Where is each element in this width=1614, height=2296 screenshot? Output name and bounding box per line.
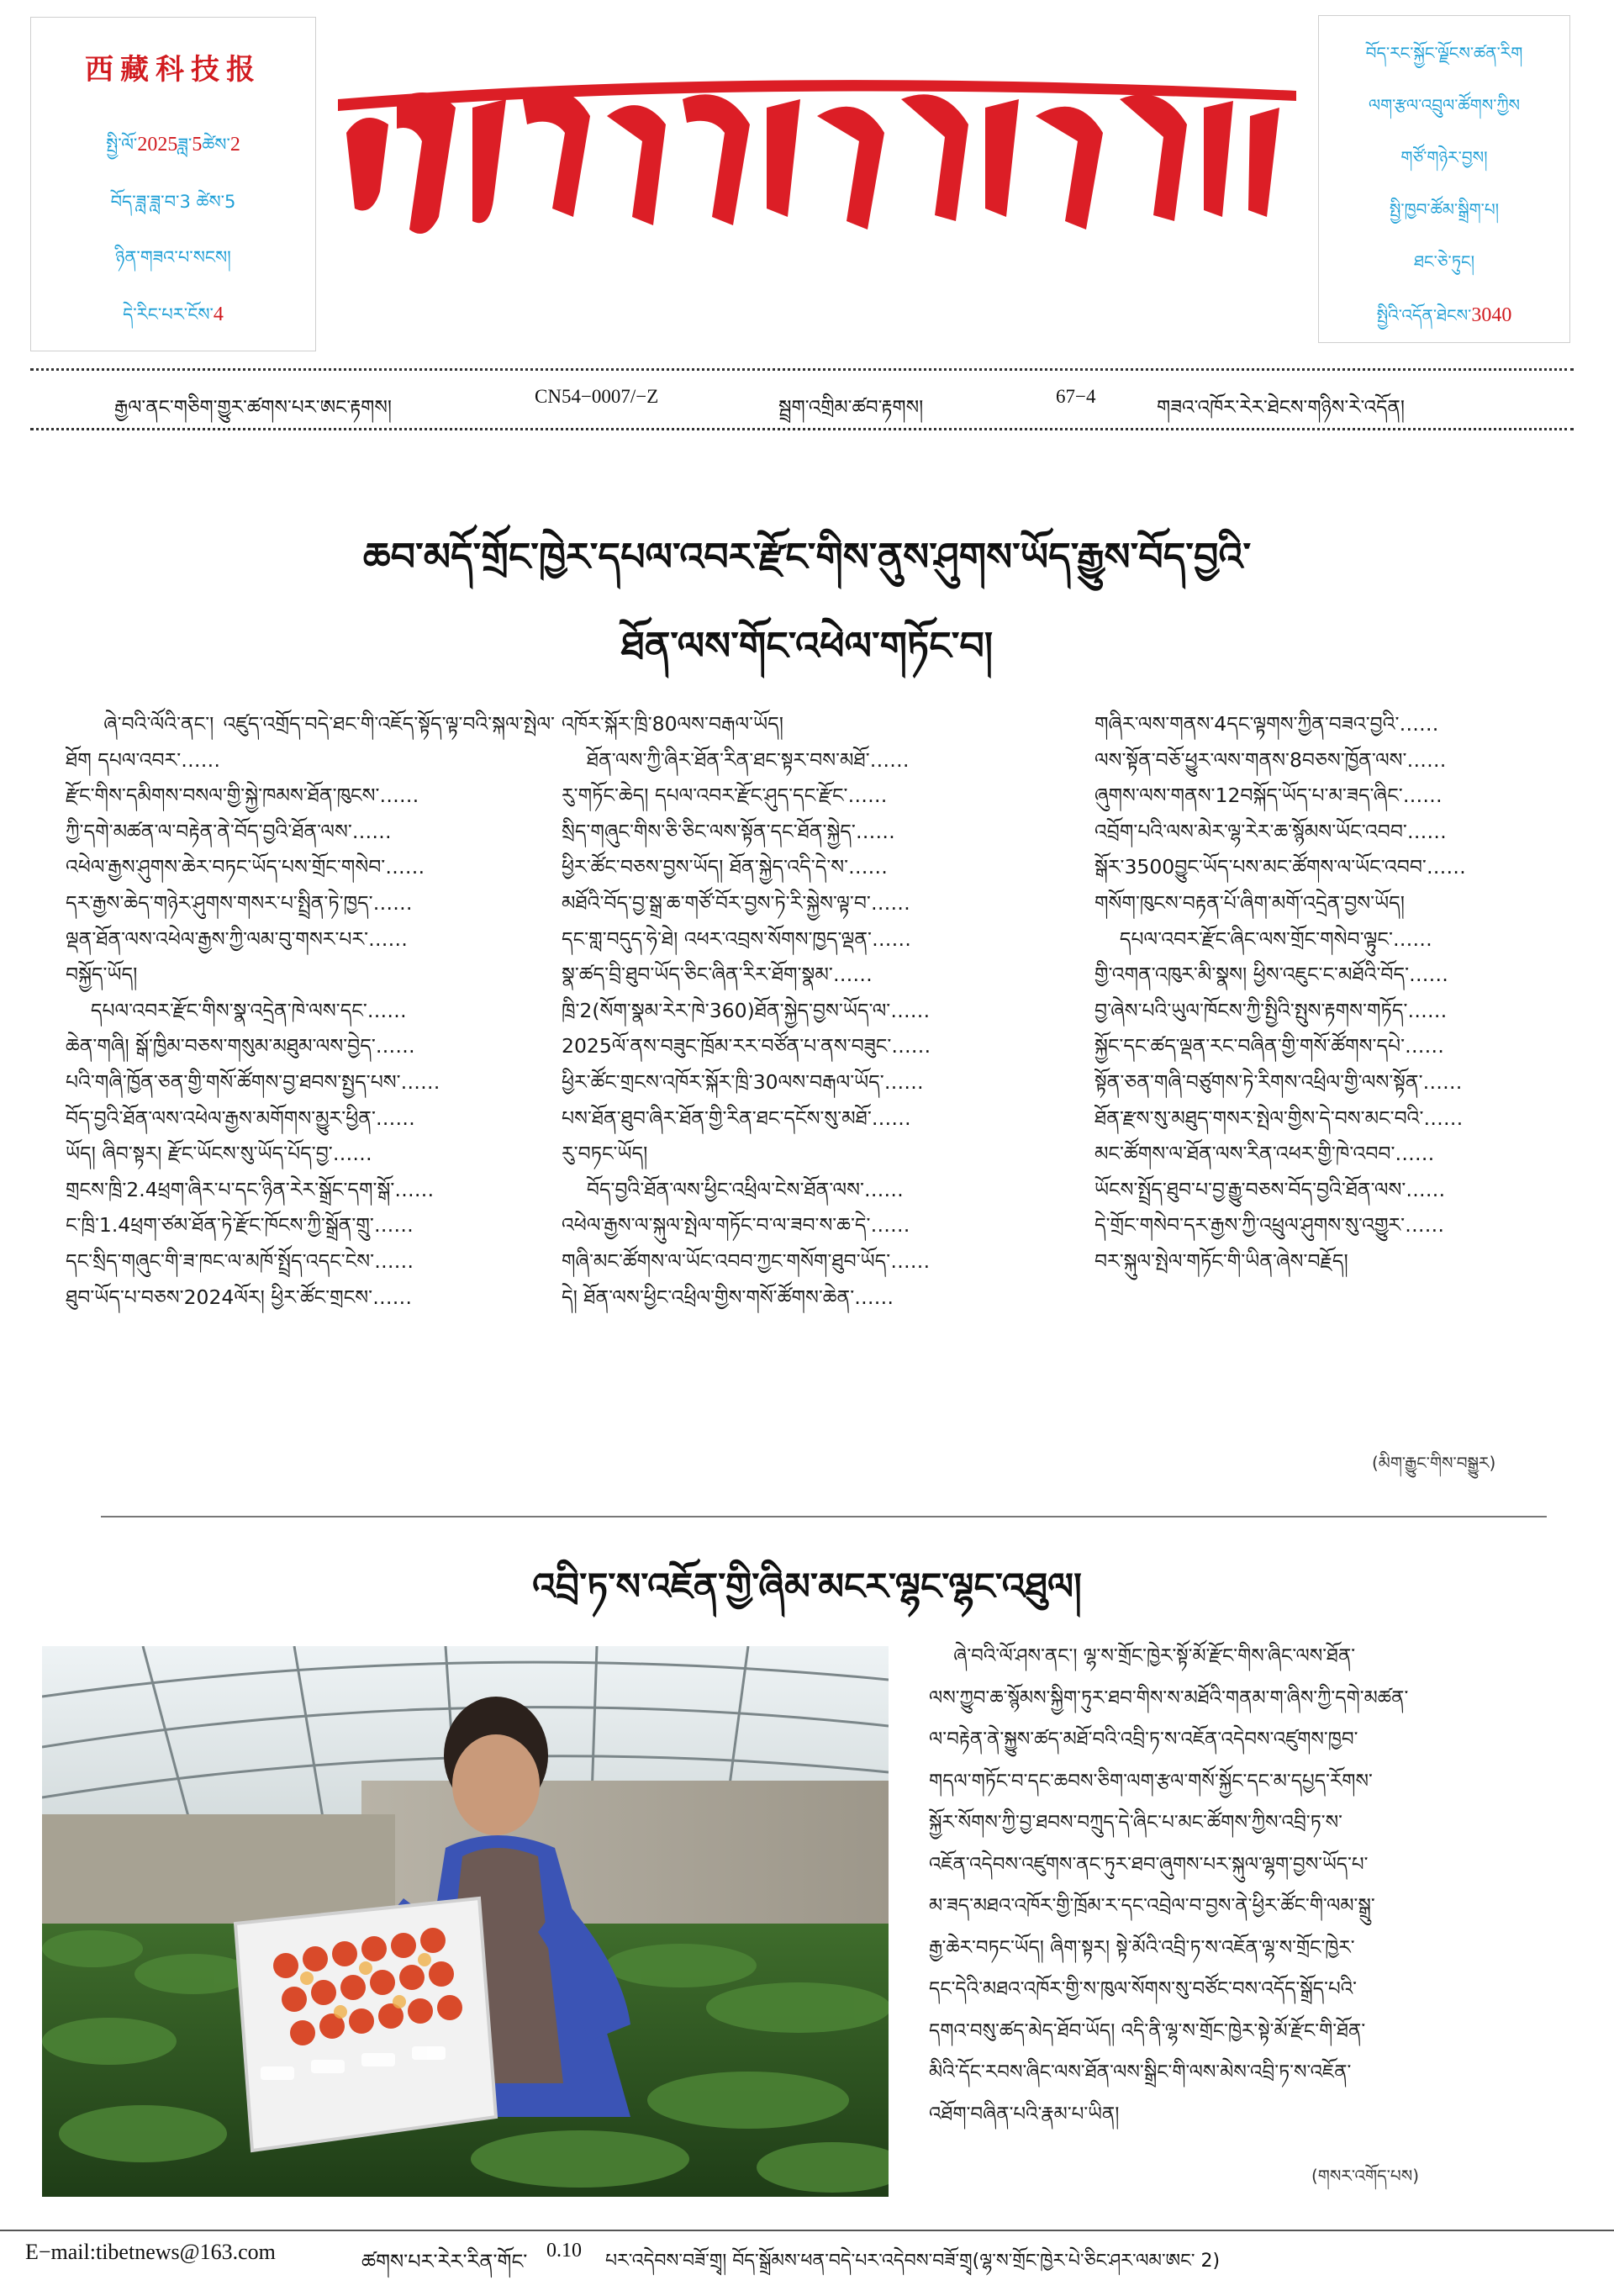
date-month-label: ཟླ་: [177, 135, 193, 155]
issue-number-value: 3040: [1471, 304, 1512, 326]
publisher-line-3: གཙོ་གཉེར་བྱས།: [1400, 147, 1488, 167]
price-label: ཚགས་པར་རེར་རིན་གོང་: [361, 2250, 528, 2273]
contact-email[interactable]: E−mail:tibetnews@163.com: [25, 2240, 276, 2264]
article-1-column-1: ཞེ་བའི་ལོའི་ནང་། འཛུད་འགྲོད་བདེ་ཐང་གི་འཇོད་སྟོད་ལྟ་བའི་སྐལ་སྤེལ་ཐོག དཔལ་འབར་…… རྫོང་གིས་དམིགས་བསལ་གྱི་སྐྱེ་ཁམས་ཐོན་ཁུངས་…… ཀྱི་དགེ་མཚན་ལ་བརྟེན་ནེ་བོད་བྱའི་ཐོན་ལས་…… འཕེལ་རྒྱས་ཤུགས་ཆེར་བཏང་ཡོད་པས་གྲོང་གསེབ་…… དར་རྒྱས་ཆེད་གཉེར་ཤུགས་གསར་པ་སྤྲིན་ཏེ་ཁྱད་…… ལྡན་ཐོན་ལས་འཕེལ་རྒྱས་ཀྱི་ལམ་བུ་གསར་པར་…… བསྐྱོད་ཡོད། དཔལ་འབར་རྫོང་གིས་སྣ་འདྲེན་ཁེ་ལས་དང་…… ཆེན་གཞི། སྒོ་ཁྱིམ་བཅས་གསུམ་མཐུམ་ལས་བྱེད་…… པའི་གཞི་ཁྱོན་ཅན་གྱི་གསོ་ཚོགས་བྱ་ཐབས་སྤྱད་པས་…… བོད་བྱའི་ཐོན་ལས་འཕེལ་རྒྱས་མགོགས་མྱུར་ཕྱིན་…… ཡོད། ཞིབ་སྟར། རྫོང་ཡོངས་སུ་ཡོད་པོད་བྱ་…… གྲངས་ཁྲི་2.4ཕྲག་ཞིར་པ་དང་ཉིན་རེར་སྒྲོང་དག་སྒོ་…… ང་ཁྲི་1.4ཕྲག་ཙམ་ཐོན་ཏེ་རྫོང་ཁོངས་ཀྱི་སྒྲོན་གྲུ་…… དང་སྲིད་གཞུང་གི་ཟ་ཁང་ལ་མཁོ་སྤྲོད་འདང་ངེས་…… ཐུབ་ཡོད་པ་བཅས་2024ལོར། ཕྱིར་ཚོང་གྲངས་……: [66, 712, 555, 1309]
price-value: 0.10: [546, 2240, 582, 2262]
article-1-column-2: འཁོར་སྐོར་ཁྲི་80ལས་བརྒལ་ཡོད། ཐོན་ལས་ཀྱི་ཞིར་ཐོན་རིན་ཐང་སྟར་བས་མཐོ་…… རུ་གཏོང་ཆེད། དཔལ་འབར་རྫོང་ཤུད་དང་རྫོང་…… སྲིད་གཞུང་གིས་ཅི་ཅིང་ལས་སྟོན་དང་ཐོན་སྐྱེད་…… ཕྱིར་ཚོང་བཅས་བྱས་ཡོད། ཐོན་སྐྱེད་འདི་དེ་ས་…… མཐོའི་བོད་བྱ་སྒྲ་ཆ་གཙོ་བོར་བྱས་ཏེ་རི་སྐྱེས་ལྟ་བ་…… དང་གླ་བདུད་ཧེ་ཐེ། འཕར་འབྲས་སོགས་ཁྱད་ལྡན་…… སྣ་ཚད་བྲི་ཐུབ་ཡོད་ཅིང་ཞིན་རིར་ཐོག་སྣམ་…… ཁྲི་2(སོག་སྣམ་རེར་ཁེ་360)ཐོན་སྐྱེད་བྱས་ཡོད་ལ་…… 2025ལོ་ནས་བཟུང་ཁྲོམ་རར་བཙོན་པ་ནས་བཟུང་…… ཕྱིར་ཚོང་གྲངས་འཁོར་སྐོར་ཁྲི་30ལས་བརྒལ་ཡོད་…… པས་ཐོན་ཐུབ་ཞིར་ཐོན་གྱི་རིན་ཐང་དངོས་སུ་མཐོ་…… རུ་བཏང་ཡོད། བོད་བྱའི་ཐོན་ལས་ཕྱིང་འཕྲིལ་ངེས་ཐོན་ལས་…… འཕེལ་རྒྱས་ལ་སྐུལ་སྤེལ་གཏོང་བ་ལ་ཟབ་ས་ཆ་དེ་…… གཞི་མང་ཚོགས་ལ་ཡོང་འབབ་ཀྱང་གསོག་ཐུབ་ཡོད་…… དེ། ཐོན་ལས་ཕྱིང་འཕྲིལ་གྱིས་གསོ་ཚོགས་ཆེན་……: [562, 712, 931, 1309]
page-count-value: 4: [213, 303, 224, 325]
national-number-label: རྒྱལ་ནང་གཅིག་གྱུར་ཚགས་པར་ཨང་རྟགས།: [114, 397, 392, 419]
publisher-info-box: [1318, 15, 1570, 343]
article-2-body: ཞེ་བའི་ལོ་ཤས་ནང་། ལྷ་ས་གྲོང་ཁྱེར་སྟོ་མོ་རྫོང་གིས་ཞིང་ལས་ཐོན་ ལས་ཀྱུབ་ཆ་སྙོམས་སྐྱིག་ཏུར་ཐབ་གིས་ས་མཐོའི་གནམ་ག་ཞིས་ཀྱི་དགེ་མཚན་ ལ་བརྟེན་ནེ་སྐྱུས་ཚད་མཐོ་བའི་འབྲི་ཏ་ས་འཇོན་འདེབས་འཛུགས་ཁྱབ་ གདལ་གཏོང་བ་དང་ཆབས་ཅིག་ལག་རྩལ་གསོ་སྐྱོང་དང་མ་དཔྱད་རོགས་ སྐྱོར་སོགས་ཀྱི་བྱ་ཐབས་བཀྲུད་དེ་ཞིང་པ་མང་ཚོགས་ཀྱིས་འབྲི་ཏ་ས་ འཇོན་འདེབས་འཛུགས་ནང་ཏུར་ཐབ་ཞུགས་པར་སྐུལ་ལྷག་བྱས་ཡོད་པ་ མ་ཟད་མཐའ་འཁོར་གྱི་ཁྲོམ་ར་དང་འབྲེལ་བ་བྱས་ནེ་ཕྱིར་ཚོང་གི་ལམ་སྒྲུ་ རྒྱ་ཆེར་བཏང་ཡོད། ཞིག་སྟར། སྟེ་མོའི་འབྲི་ཏ་ས་འཇོན་ལྷ་ས་གྲོང་ཁྱེར་ དང་དེའི་མཐའ་འཁོར་གྱི་ས་ཁུལ་སོགས་སུ་བཙོང་བས་འདོད་སྒྲོད་པའི་ དགའ་བསུ་ཚད་མེད་ཐོབ་ཡོད། འདི་ནི་ལྷ་ས་གྲོང་ཁྱེར་སྟེ་མོ་རྫོང་གི་ཐོན་ མིའི་དོང་རབས་ཞིང་ལས་ཐོན་ལས་སྒྲིང་གི་ལས་མེས་འབྲི་ཏ་ས་འཇོན་ འཐོག་བཞིན་པའི་རྣམ་པ་ཡིན།: [929, 1645, 1409, 2125]
date-prefix: སྤྱི་ལོ་: [106, 135, 138, 155]
article-2-headline: འབྲི་ཏ་ས་འཇོན་གྱི་ཞིམ་མངར་ལྷང་ལྷང་འཐུལ།: [532, 1565, 1082, 1608]
article-1-headline-line-1: ཆབ་མདོ་གྲོང་ཁྱེར་དཔལ་འབར་རྫོང་གིས་ནུས་ཤུགས་ཡོད་རྒྱུས་བོད་བྱའི་: [362, 534, 1252, 579]
publication-frequency: གཟའ་འཁོར་རེར་ཐེངས་གཉིས་རེ་འདོན།: [1157, 397, 1405, 419]
issue-number-label: སྤྱིའི་འདོན་ཐེངས་: [1376, 305, 1472, 325]
weekday-line: ཉིན་གཟའ་པ་སངས།: [115, 247, 231, 267]
article-2-credit: (གསར་འགོད་པས): [1311, 2166, 1420, 2186]
page-count-line: [31, 295, 315, 345]
registration-bar: [30, 368, 1574, 430]
postal-code-number: 67−4: [1056, 386, 1096, 407]
date-line: [31, 125, 315, 175]
article-1-column-3: གཞིར་ལས་གནས་4དང་ལྟགས་ཀྱིན་བཟའ་བྱའི་…… ལས་སྟོན་བཅོ་ཕྱུར་ལས་གནས་8བཅས་ཁྱོན་ལས་…… ཞུགས་ལས་གནས་12བསྐོད་ཡོད་པ་མ་ཟད་ཞིང་…… འབྲོག་པའི་ལས་མེར་ལྷ་རེར་ཆ་སྙོམས་ཡོང་འབབ་…… སྒོར་3500བྱུང་ཡོད་པས་མང་ཚོགས་ལ་ཡོང་འབབ་…… གསོག་ཁུངས་བརྟན་པོ་ཞིག་མགོ་འདྲེན་བྱས་ཡོད། དཔལ་འབར་རྫོང་ཞིང་ལས་གྲོང་གསེབ་ལྟུང་…… གྱི་འགན་འཁུར་མི་སྣས། ཕྱིས་འཇུང་ང་མཐོའི་བོད་…… བྱ་ཞེས་པའི་ཡུལ་ཁོངས་ཀྱི་སྤྱིའི་སྤུས་རྟགས་གཏོད་…… སྐྱོང་དང་ཚད་ལྡན་རང་བཞིན་གྱི་གསོ་ཚོགས་དཔེ་…… སྟོན་ཅན་གཞི་བཙུགས་ཏེ་རིགས་འཕྲིལ་གྱི་ལས་སྟོན་…… ཐོན་རྫས་སུ་མཐུད་གསར་སྤེལ་གྱིས་དེ་བས་མང་བའི་…… མང་ཚོགས་ལ་ཐོན་ལས་རིན་འཕར་གྱི་ཁེ་འབབ་…… ཡོངས་སྤྲོད་ཐུབ་པ་བྱ་རྒྱུ་བཅས་བོད་བྱའི་ཐོན་ལས་…… དེ་གྲོང་གསེབ་དར་རྒྱས་ཀྱི་འཕྲུལ་ཤུགས་སུ་འགྱུར་…… བར་སྐུལ་སྤེལ་གཏོང་གི་ཡིན་ཞེས་བརྗོད།: [1094, 712, 1466, 1273]
publisher-line-1: བོད་རང་སྐྱོང་ལྗོངས་ཚན་རིག: [1365, 43, 1523, 63]
editor-name-line: ཐང་ཅེ་ཏུང།: [1413, 251, 1475, 272]
photo-illustration: [42, 1646, 889, 2197]
newspaper-flag: [330, 49, 1306, 269]
printer-info: པར་འདེབས་བཟོ་གྲྭ། བོད་སྒྲོམས་ཕན་བདེ་པར་འདེབས་བཟོ་གྲྭ(ལྷ་ས་གྲོང་ཁྱེར་པེ་ཅིང་ཤར་ལམ་ཨང་ 2): [605, 2251, 1221, 2272]
footer-bar: [0, 2230, 1614, 2286]
date-info-box: [30, 17, 316, 351]
strawberry-greenhouse-photo: [42, 1646, 889, 2197]
postal-code-label: སྦྲག་འགྲིམ་ཚབ་རྟགས།: [778, 397, 924, 419]
date-year: 2025: [137, 134, 178, 156]
issue-number-line: [1319, 297, 1569, 344]
chinese-paper-name: 西藏科技报: [85, 53, 261, 87]
editor-title-line: སྤྱི་ཁྱབ་ཚོམ་སྒྲིག་པ།: [1389, 199, 1500, 219]
tibetan-date-line: བོད་ཟླ་ཟླ་བ་3 ཚེས་5: [110, 192, 236, 212]
publisher-line-2: ལག་རྩལ་འབྲུལ་ཚོགས་ཀྱིས: [1368, 95, 1521, 115]
cn-number: CN54−0007/−Z: [535, 386, 659, 407]
article-1-headline-line-2: ཐོན་ལས་གོང་འཕེལ་གཏོང་བ།: [620, 623, 994, 668]
section-divider: [101, 1516, 1547, 1517]
article-1-credit: (མིག་རྒྱུང་གིས་བསྒྱུར): [1372, 1453, 1496, 1473]
date-day: 2: [229, 134, 240, 156]
date-day-label: ཚེས་: [202, 135, 230, 155]
page-count-label: དེ་རིང་པར་ངོས་: [123, 304, 214, 325]
date-month: 5: [192, 134, 203, 156]
